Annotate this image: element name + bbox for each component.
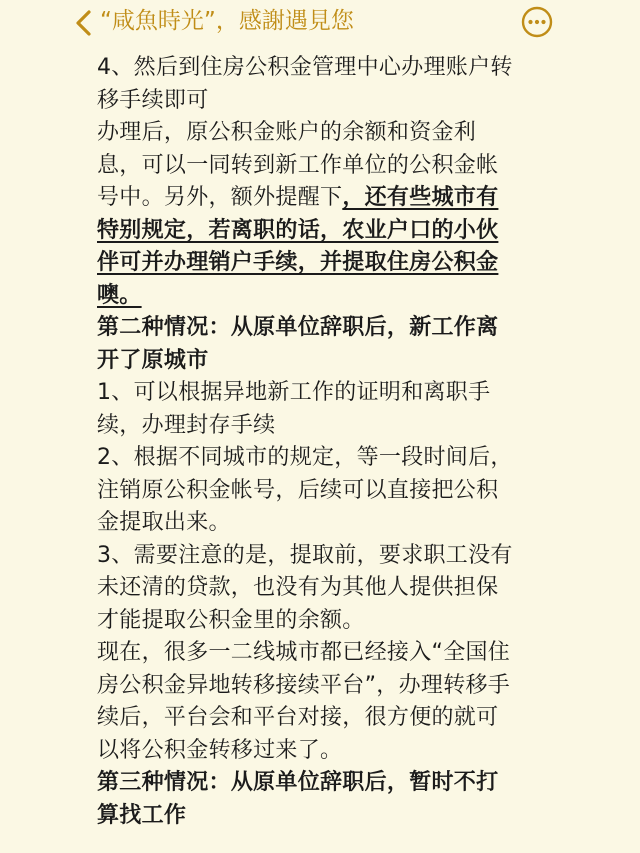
underlined-emphasis: ，还有些城市有 [342,185,499,210]
underlined-emphasis: 噢。 [97,282,142,308]
text-line: 3、需要注意的是，提取前，要求职工没有 [97,542,513,568]
text-line: 金提取出来。 [97,510,231,535]
text-line: 未还清的贷款，也没有为其他人提供担保 [97,575,499,600]
text-line: 2、根据不同城市的规定，等一段时间后， [97,445,513,470]
section-heading-line: 算找工作 [97,802,187,828]
section-heading-line: 第二种情况：从原单位辞职后，新工作离 [97,315,499,340]
text-line: 现在，很多一二线城市都已经接入“全国住 [97,640,511,665]
text-line: 以将公积金转移过来了。 [97,737,343,763]
text-line [97,215,537,248]
text-line: 移手续即可 [97,87,209,113]
text-line: 1、可以根据异地新工作的证明和离职手 [97,380,491,405]
text-line: 续后，平台会和平台对接，很方便的就可 [97,705,499,730]
chevron-left-icon[interactable] [70,9,98,37]
text-line: 息，可以一同转到新工作单位的公积金帐 [97,152,499,178]
article-body [97,52,537,832]
section-heading-line: 第三种情况：从原单位辞职后，暂时不打 [97,770,499,795]
top-bar [0,0,640,50]
text-line: 房公积金异地转移接续平台”，办理转移手 [97,672,511,698]
page-title: “咸魚時光”，感謝遇見您 [100,8,354,34]
text-line: 续，办理封存手续 [97,412,276,438]
text-line [97,247,537,280]
text-line: 4、然后到住房公积金管理中心办理账户转 [97,55,513,80]
underlined-emphasis: 特别规定，若离职的话，农业户口的小伙 [97,217,499,243]
text-line: 注销原公积金帐号，后续可以直接把公积 [97,477,499,503]
text-line: 办理后，原公积金账户的余额和资金利 [97,120,477,145]
underlined-emphasis: 伴可并办理销户手续，并提取住房公积金 [97,250,499,275]
text-segment: 号中。另外，额外提醒下 [97,185,343,210]
text-line [97,280,537,313]
text-line [97,182,537,215]
text-line: 才能提取公积金里的余额。 [97,607,365,633]
more-options-icon[interactable] [521,6,553,38]
section-heading-line: 开了原城市 [97,347,209,373]
